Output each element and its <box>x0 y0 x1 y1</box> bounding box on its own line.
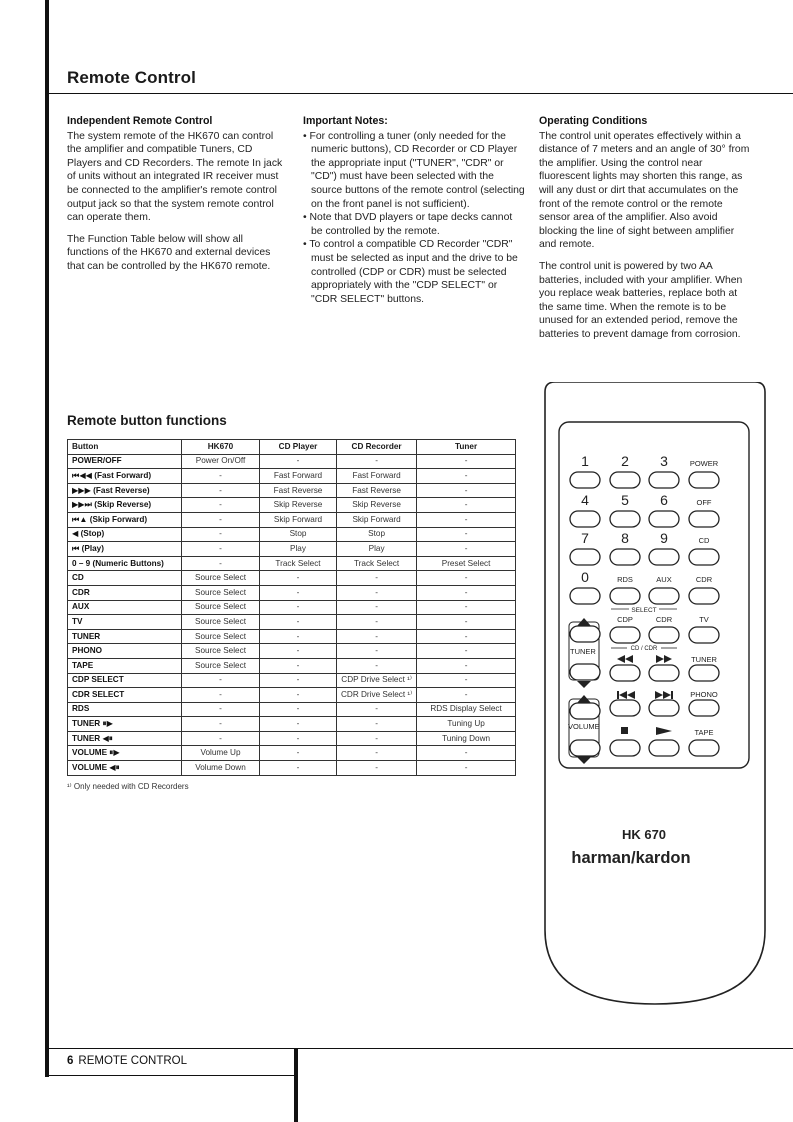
table-cell: - <box>337 454 417 469</box>
table-cell: Stop <box>337 527 417 542</box>
notes-heading: Important Notes: <box>303 115 388 127</box>
remote-model: HK 670 <box>621 827 667 842</box>
table-cell: - <box>182 483 260 498</box>
remote-key-label: 1 <box>581 453 589 469</box>
select-key-label: CDR <box>655 615 673 624</box>
table-cell-button: TV <box>68 615 182 630</box>
table-cell: - <box>417 585 516 600</box>
table-cell: - <box>260 454 337 469</box>
table-cell-button: CD <box>68 571 182 586</box>
table-cell: - <box>417 571 516 586</box>
table-cell: RDS Display Select <box>417 702 516 717</box>
table-row <box>68 498 516 513</box>
table-cell-button: CDR <box>68 585 182 600</box>
table-cell: - <box>260 702 337 717</box>
remote-key-8 <box>610 549 640 565</box>
table-cell: - <box>182 673 260 688</box>
remote-key-3 <box>649 472 679 488</box>
table-cell: - <box>182 717 260 732</box>
table-cell: Source Select <box>182 644 260 659</box>
skip-forward-key <box>649 700 679 716</box>
remote-key-select-cdr <box>649 627 679 643</box>
table-cell: - <box>260 731 337 746</box>
independent-paragraph-2: The Function Table below will show all functions of the HK670 and external devices that can be controlled by the HK670 remote. <box>67 233 271 272</box>
remote-key-label: RDS <box>617 575 633 584</box>
table-row <box>68 658 516 673</box>
table-cell: Volume Up <box>182 746 260 761</box>
table-row <box>68 600 516 615</box>
table-cell-button: TUNER ◀⏸ <box>68 731 182 746</box>
remote-key-cdr <box>689 588 719 604</box>
remote-key-off <box>689 511 719 527</box>
table-cell: - <box>417 600 516 615</box>
phono-key-label: PHONO <box>690 690 718 699</box>
table-cell: - <box>182 556 260 571</box>
table-cell: Preset Select <box>417 556 516 571</box>
table-cell: - <box>417 673 516 688</box>
table-cell: - <box>182 498 260 513</box>
table-cell: - <box>337 615 417 630</box>
header-rule <box>45 93 793 94</box>
remote-key-label: AUX <box>656 575 672 584</box>
table-cell-button: ▶▶▶ (Fast Reverse) <box>68 483 182 498</box>
table-cell: - <box>337 585 417 600</box>
rewind-key <box>610 665 640 681</box>
table-cell: - <box>417 658 516 673</box>
table-cell: Tuning Up <box>417 717 516 732</box>
table-row <box>68 717 516 732</box>
table-cell: - <box>417 761 516 776</box>
page-number: 6 <box>67 1055 74 1067</box>
remote-key-label: 5 <box>621 492 629 508</box>
remote-key-4 <box>570 511 600 527</box>
play-key <box>649 740 679 756</box>
table-cell-button: AUX <box>68 600 182 615</box>
conditions-paragraph-2: The control unit is powered by two AA batteries, included with your amplifier. When you replace weak batteries, replace both at the same time. When the remote is to be unused for an extended period, remove the batteries to prevent damage from corrosion. <box>539 260 743 340</box>
table-cell: - <box>417 746 516 761</box>
table-cell: - <box>417 454 516 469</box>
page-footer <box>67 1055 187 1067</box>
conditions-heading: Operating Conditions <box>539 115 648 127</box>
table-footnote: ¹⁾ Only needed with CD Recorders <box>67 782 189 791</box>
table-cell: - <box>260 629 337 644</box>
table-cell-button: CDP SELECT <box>68 673 182 688</box>
left-margin-bar <box>45 0 49 1077</box>
remote-key-label: 6 <box>660 492 668 508</box>
select-key-label: CDP <box>617 615 633 624</box>
table-cell: Stop <box>260 527 337 542</box>
table-cell: Play <box>260 542 337 557</box>
remote-key-label: 0 <box>581 569 589 585</box>
table-cell: - <box>260 761 337 776</box>
table-cell: Skip Reverse <box>337 498 417 513</box>
table-row <box>68 527 516 542</box>
header-button: Button <box>68 440 182 455</box>
cdcdr-label: CD / CDR <box>630 646 658 652</box>
remote-key-label: OFF <box>696 498 712 507</box>
remote-key-cd <box>689 549 719 565</box>
remote-key-6 <box>649 511 679 527</box>
remote-key-select-tv <box>689 627 719 643</box>
table-cell: - <box>182 702 260 717</box>
column-conditions <box>539 115 753 350</box>
table-cell: - <box>337 644 417 659</box>
table-row <box>68 469 516 484</box>
table-cell: - <box>337 761 417 776</box>
table-row <box>68 615 516 630</box>
table-cell: - <box>260 600 337 615</box>
table-row <box>68 556 516 571</box>
table-cell: - <box>337 571 417 586</box>
header-cd-recorder: CD Recorder <box>337 440 417 455</box>
table-cell: - <box>417 644 516 659</box>
column-notes <box>303 115 525 306</box>
remote-key-7 <box>570 549 600 565</box>
remote-key-5 <box>610 511 640 527</box>
stop-key <box>610 740 640 756</box>
table-cell-button: 0 – 9 (Numeric Buttons) <box>68 556 182 571</box>
table-cell-button: TUNER <box>68 629 182 644</box>
table-cell: - <box>417 498 516 513</box>
table-row <box>68 688 516 703</box>
table-cell: - <box>337 658 417 673</box>
table-cell: - <box>337 702 417 717</box>
table-cell: Track Select <box>260 556 337 571</box>
remote-key-label: 4 <box>581 492 589 508</box>
table-header-row <box>68 440 516 455</box>
header-hk670: HK670 <box>182 440 260 455</box>
table-cell: - <box>182 512 260 527</box>
table-cell: Source Select <box>182 658 260 673</box>
table-cell: - <box>417 469 516 484</box>
volume-down-key <box>570 740 600 756</box>
table-cell: Source Select <box>182 615 260 630</box>
table-cell-button: CDR SELECT <box>68 688 182 703</box>
footer-rule <box>45 1048 793 1049</box>
table-row <box>68 644 516 659</box>
tuner-down-key <box>570 664 600 680</box>
table-cell: Fast Forward <box>337 469 417 484</box>
table-cell: - <box>260 571 337 586</box>
table-title: Remote button functions <box>67 413 227 428</box>
table-cell: Fast Forward <box>260 469 337 484</box>
independent-paragraph-1: The system remote of the HK670 can control the amplifier and compatible Tuners, CD Players and CD Recorders. The remote In jack of units without an integrated IR receiver must be connected to the amplifier's remote control output jack so that the system remote control can operate them. <box>67 130 283 224</box>
remote-key-phono <box>689 700 719 716</box>
page-title: Remote Control <box>67 68 196 87</box>
table-cell: Source Select <box>182 600 260 615</box>
table-cell: - <box>417 512 516 527</box>
table-cell: - <box>260 717 337 732</box>
table-cell: - <box>260 688 337 703</box>
table-cell-button: ⏮▲ (Skip Forward) <box>68 512 182 527</box>
table-cell: Source Select <box>182 629 260 644</box>
header-tuner: Tuner <box>417 440 516 455</box>
footer-divider-bar <box>294 1048 298 1122</box>
table-cell: - <box>182 469 260 484</box>
remote-key-2 <box>610 472 640 488</box>
tuner-key-label: TUNER <box>691 655 717 664</box>
footer-label: REMOTE CONTROL <box>78 1055 188 1067</box>
remote-key-0 <box>570 588 600 604</box>
remote-key-tape <box>689 740 719 756</box>
table-cell-button: VOLUME ⏸▶ <box>68 746 182 761</box>
table-cell: - <box>417 483 516 498</box>
table-cell: - <box>337 600 417 615</box>
table-row <box>68 702 516 717</box>
table-cell-button: ◀ (Stop) <box>68 527 182 542</box>
table-row <box>68 673 516 688</box>
remote-key-power <box>689 472 719 488</box>
independent-heading: Independent Remote Control <box>67 115 213 127</box>
table-cell-button: RDS <box>68 702 182 717</box>
table-row <box>68 483 516 498</box>
table-cell-button: TUNER ⏸▶ <box>68 717 182 732</box>
table-cell: - <box>417 629 516 644</box>
table-row <box>68 454 516 469</box>
notes-list <box>303 130 525 307</box>
table-cell-button: ⏮◀◀ (Fast Forward) <box>68 469 182 484</box>
table-cell: - <box>260 644 337 659</box>
remote-key-tuner <box>689 665 719 681</box>
table-cell: - <box>337 731 417 746</box>
select-label: SELECT <box>631 607 657 614</box>
table-cell: - <box>337 717 417 732</box>
table-cell-button: TAPE <box>68 658 182 673</box>
table-cell: Skip Forward <box>260 512 337 527</box>
table-cell: - <box>417 688 516 703</box>
table-cell: - <box>260 746 337 761</box>
remote-key-aux <box>649 588 679 604</box>
function-table <box>67 439 516 776</box>
column-independent <box>67 115 287 282</box>
table-cell: - <box>417 615 516 630</box>
table-cell: - <box>260 615 337 630</box>
footer-rule-lower <box>45 1075 298 1076</box>
table-row <box>68 761 516 776</box>
table-cell-button: PHONO <box>68 644 182 659</box>
table-cell: Skip Reverse <box>260 498 337 513</box>
table-cell: - <box>260 658 337 673</box>
remote-key-label: POWER <box>689 459 719 468</box>
remote-key-label: CDR <box>695 575 713 584</box>
table-cell: - <box>182 688 260 703</box>
table-cell: Tuning Down <box>417 731 516 746</box>
table-cell: - <box>260 673 337 688</box>
tape-key-label: TAPE <box>694 728 714 737</box>
table-cell: - <box>182 542 260 557</box>
table-cell: - <box>260 585 337 600</box>
remote-key-label: 2 <box>621 453 629 469</box>
table-cell: Power On/Off <box>182 454 260 469</box>
table-row <box>68 585 516 600</box>
remote-key-label: 7 <box>581 530 589 546</box>
table-row <box>68 571 516 586</box>
table-cell: Skip Forward <box>337 512 417 527</box>
select-key-label: TV <box>699 615 709 624</box>
table-cell: Source Select <box>182 571 260 586</box>
table-cell-button: POWER/OFF <box>68 454 182 469</box>
fast-forward-key <box>649 665 679 681</box>
remote-key-label: 8 <box>621 530 629 546</box>
remote-brand: harman/kardon <box>571 849 691 867</box>
table-cell: - <box>182 527 260 542</box>
table-row <box>68 542 516 557</box>
remote-key-label: 3 <box>660 453 668 469</box>
table-cell: Volume Down <box>182 761 260 776</box>
note-item: • To control a compatible CD Recorder "CDR" must be selected as input and the drive to be controlled (CDP or CDR) must be selected appropriately with the "CDP SELECT" or "CDR SELECT" buttons. <box>303 238 525 306</box>
volume-rocker-label: VOLUME <box>568 722 600 731</box>
table-cell: Source Select <box>182 585 260 600</box>
remote-key-rds <box>610 588 640 604</box>
skip-back-key <box>610 700 640 716</box>
table-cell: - <box>417 542 516 557</box>
remote-key-1 <box>570 472 600 488</box>
table-cell: - <box>417 527 516 542</box>
table-cell: Track Select <box>337 556 417 571</box>
table-cell: CDP Drive Select ¹⁾ <box>337 673 417 688</box>
table-row <box>68 629 516 644</box>
table-cell-button: ⏮ (Play) <box>68 542 182 557</box>
table-cell: - <box>182 731 260 746</box>
remote-key-label: 9 <box>660 530 668 546</box>
table-cell: Play <box>337 542 417 557</box>
note-item: • For controlling a tuner (only needed for the numeric buttons), CD Recorder or CD Player the appropriate input ("TUNER", "CDR" or "CD") must have been selected with the source buttons of the remote control (selecting on the front panel is not sufficient). <box>303 130 525 212</box>
table-cell: Fast Reverse <box>337 483 417 498</box>
table-cell-button: VOLUME ◀⏸ <box>68 761 182 776</box>
remote-key-label: CD <box>698 536 710 545</box>
remote-control-illustration <box>543 382 767 1006</box>
table-cell: - <box>337 629 417 644</box>
volume-up-key <box>570 703 600 719</box>
remote-key-9 <box>649 549 679 565</box>
table-cell: Fast Reverse <box>260 483 337 498</box>
table-row <box>68 512 516 527</box>
stop-icon <box>621 727 628 734</box>
table-cell: CDR Drive Select ¹⁾ <box>337 688 417 703</box>
tuner-rocker-label: TUNER <box>570 647 596 656</box>
table-cell-button: ▶▶⏭ (Skip Reverse) <box>68 498 182 513</box>
table-cell: - <box>337 746 417 761</box>
tuner-up-key <box>570 626 600 642</box>
table-row <box>68 731 516 746</box>
conditions-paragraph-1: The control unit operates effectively within a distance of 7 meters and an angle of 30° from the amplifier. Using the control near fluorescent lights may shorten this range, as will any dust or dirt that accumulates on the front of the remote control or the remote sensor area of the amplifier. Also avoid blocking the line of sight between amplifier and remote. <box>539 130 750 251</box>
header-cd-player: CD Player <box>260 440 337 455</box>
table-row <box>68 746 516 761</box>
remote-key-select-cdp <box>610 627 640 643</box>
note-item: • Note that DVD players or tape decks cannot be controlled by the remote. <box>303 211 525 238</box>
